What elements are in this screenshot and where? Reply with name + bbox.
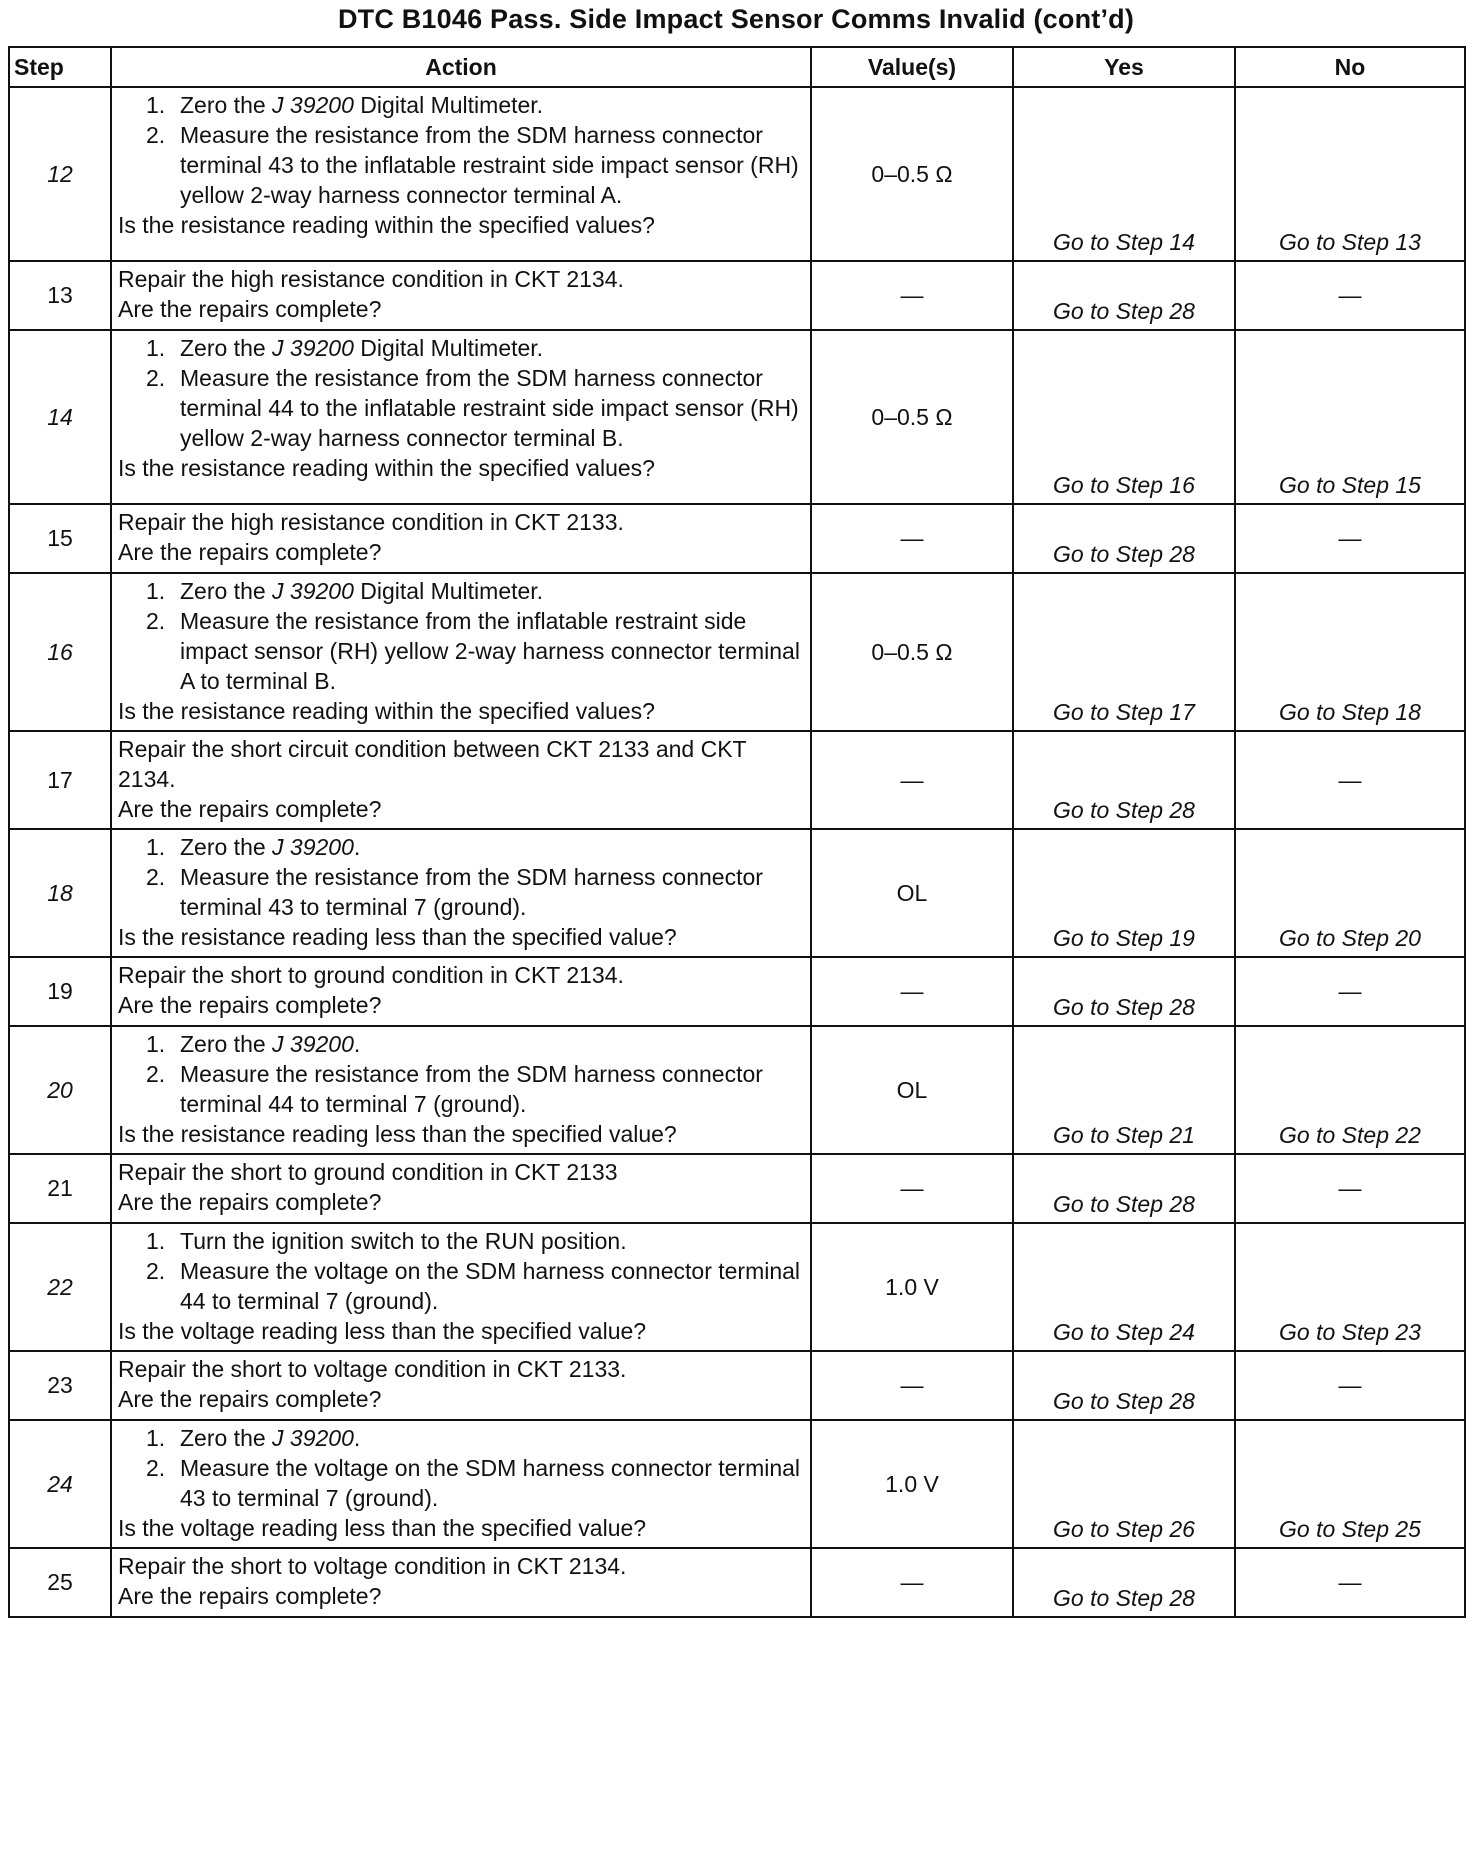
step-number: 19 <box>9 957 111 1026</box>
step-number: 22 <box>9 1223 111 1351</box>
instruction-text: Digital Multimeter. <box>353 92 544 118</box>
no-cell: Go to Step 20 <box>1235 829 1465 957</box>
value-cell: 0–0.5 Ω <box>811 330 1013 504</box>
value-cell: — <box>811 1154 1013 1223</box>
list-text <box>180 333 804 363</box>
action-text: Repair the short to voltage condition in CKT 2133. <box>118 1356 627 1382</box>
yes-cell: Go to Step 28 <box>1013 1548 1235 1617</box>
no-cell: — <box>1235 1154 1465 1223</box>
instruction-text: Zero the <box>180 335 273 361</box>
action-question: Are the repairs complete? <box>118 992 382 1018</box>
list-text <box>180 1423 804 1453</box>
table-row <box>9 1154 1465 1223</box>
action-list-item <box>118 1226 804 1256</box>
step-number: 14 <box>9 330 111 504</box>
table-row <box>9 330 1465 504</box>
list-text: Measure the resistance from the SDM harness connector terminal 43 to the inflatable restraint side impact sensor (RH) yellow 2-way harness connector terminal A. <box>180 122 799 208</box>
no-cell: — <box>1235 1351 1465 1420</box>
action-cell <box>111 87 811 261</box>
yes-cell: Go to Step 26 <box>1013 1420 1235 1548</box>
action-question: Are the repairs complete? <box>118 1583 382 1609</box>
list-number: 1. <box>146 834 166 860</box>
action-list-item <box>118 862 804 922</box>
table-row <box>9 957 1465 1026</box>
instruction-text: Zero the <box>180 834 273 860</box>
value-cell: — <box>811 261 1013 330</box>
action-cell <box>111 261 811 330</box>
action-text: Repair the short to ground condition in CKT 2133 <box>118 1159 618 1185</box>
value-cell: — <box>811 957 1013 1026</box>
step-number: 17 <box>9 731 111 829</box>
action-cell <box>111 1420 811 1548</box>
list-text: Measure the resistance from the inflatable restraint side impact sensor (RH) yellow 2-way harness connector terminal A to terminal B. <box>180 608 800 694</box>
action-question: Is the resistance reading less than the specified value? <box>118 924 677 950</box>
instruction-text: . <box>353 834 361 860</box>
action-cell <box>111 731 811 829</box>
value-cell: OL <box>811 829 1013 957</box>
no-cell: Go to Step 25 <box>1235 1420 1465 1548</box>
action-list-item <box>118 576 804 606</box>
yes-cell: Go to Step 24 <box>1013 1223 1235 1351</box>
action-question: Are the repairs complete? <box>118 539 382 565</box>
action-text: Repair the short circuit condition between CKT 2133 and CKT 2134. <box>118 736 747 792</box>
action-cell <box>111 957 811 1026</box>
yes-cell: Go to Step 28 <box>1013 957 1235 1026</box>
column-header-yes: Yes <box>1013 47 1235 87</box>
action-list-item <box>118 90 804 120</box>
value-cell: OL <box>811 1026 1013 1154</box>
list-text: Turn the ignition switch to the RUN position. <box>180 1228 627 1254</box>
instruction-text: . <box>353 1031 361 1057</box>
list-number: 1. <box>146 1031 166 1057</box>
instruction-text: Zero the <box>180 1031 273 1057</box>
tool-name: J 39200 <box>272 335 354 361</box>
instruction-text: Zero the <box>180 578 273 604</box>
step-number: 13 <box>9 261 111 330</box>
list-text: Measure the resistance from the SDM harness connector terminal 44 to the inflatable restraint side impact sensor (RH) yellow 2-way harness connector terminal B. <box>180 365 799 451</box>
action-question: Are the repairs complete? <box>118 796 382 822</box>
action-cell <box>111 1026 811 1154</box>
action-list-item <box>118 363 804 453</box>
header-row <box>9 47 1465 87</box>
action-question: Is the voltage reading less than the specified value? <box>118 1318 647 1344</box>
action-cell <box>111 1154 811 1223</box>
yes-cell: Go to Step 17 <box>1013 573 1235 731</box>
list-number: 2. <box>146 864 166 890</box>
list-number: 1. <box>146 335 166 361</box>
list-text <box>180 576 804 606</box>
no-cell: — <box>1235 1548 1465 1617</box>
action-text: Repair the short to ground condition in CKT 2134. <box>118 962 624 988</box>
value-cell: — <box>811 1548 1013 1617</box>
action-question: Are the repairs complete? <box>118 1386 382 1412</box>
table-row <box>9 1548 1465 1617</box>
action-question: Is the resistance reading within the specified values? <box>118 455 655 481</box>
list-number: 1. <box>146 578 166 604</box>
action-question: Is the resistance reading less than the specified value? <box>118 1121 677 1147</box>
page-title: DTC B1046 Pass. Side Impact Sensor Comms Invalid (cont’d) <box>337 4 1135 34</box>
step-number: 20 <box>9 1026 111 1154</box>
list-number: 1. <box>146 1425 166 1451</box>
step-number: 24 <box>9 1420 111 1548</box>
no-cell: — <box>1235 731 1465 829</box>
action-list-item <box>118 606 804 696</box>
no-cell: Go to Step 15 <box>1235 330 1465 504</box>
action-list-item <box>118 1423 804 1453</box>
table-row <box>9 1420 1465 1548</box>
list-number: 1. <box>146 1228 166 1254</box>
value-cell: — <box>811 731 1013 829</box>
table-row <box>9 261 1465 330</box>
action-list-item <box>118 333 804 363</box>
list-text: Measure the voltage on the SDM harness connector terminal 43 to terminal 7 (ground). <box>180 1455 801 1511</box>
list-number: 2. <box>146 608 166 634</box>
step-number: 23 <box>9 1351 111 1420</box>
value-cell: 1.0 V <box>811 1420 1013 1548</box>
action-cell <box>111 1223 811 1351</box>
column-header-no: No <box>1235 47 1465 87</box>
yes-cell: Go to Step 28 <box>1013 261 1235 330</box>
instruction-text: Digital Multimeter. <box>353 335 544 361</box>
table-row <box>9 731 1465 829</box>
value-cell: 1.0 V <box>811 1223 1013 1351</box>
value-cell: — <box>811 504 1013 573</box>
step-number: 18 <box>9 829 111 957</box>
table-row <box>9 504 1465 573</box>
step-number: 12 <box>9 87 111 261</box>
list-number: 2. <box>146 122 166 148</box>
yes-cell: Go to Step 28 <box>1013 504 1235 573</box>
table-row <box>9 1351 1465 1420</box>
yes-cell: Go to Step 14 <box>1013 87 1235 261</box>
value-cell: 0–0.5 Ω <box>811 573 1013 731</box>
no-cell: — <box>1235 957 1465 1026</box>
action-list-item <box>118 120 804 210</box>
list-text <box>180 832 804 862</box>
action-text: Repair the short to voltage condition in CKT 2134. <box>118 1553 627 1579</box>
action-cell <box>111 573 811 731</box>
diagnostic-table <box>8 46 1466 1618</box>
no-cell: Go to Step 18 <box>1235 573 1465 731</box>
value-cell: 0–0.5 Ω <box>811 87 1013 261</box>
action-cell <box>111 829 811 957</box>
list-number: 2. <box>146 1061 166 1087</box>
tool-name: J 39200 <box>272 578 354 604</box>
instruction-text: Digital Multimeter. <box>353 578 544 604</box>
step-number: 25 <box>9 1548 111 1617</box>
table-row <box>9 573 1465 731</box>
instruction-text: Zero the <box>180 92 273 118</box>
yes-cell: Go to Step 16 <box>1013 330 1235 504</box>
action-text: Repair the high resistance condition in CKT 2133. <box>118 509 624 535</box>
value-cell: — <box>811 1351 1013 1420</box>
action-list-item <box>118 1453 804 1513</box>
action-cell <box>111 1351 811 1420</box>
action-text: Repair the high resistance condition in CKT 2134. <box>118 266 624 292</box>
table-row <box>9 87 1465 261</box>
instruction-text: Zero the <box>180 1425 273 1451</box>
list-number: 2. <box>146 1258 166 1284</box>
no-cell: Go to Step 22 <box>1235 1026 1465 1154</box>
action-list-item <box>118 1029 804 1059</box>
yes-cell: Go to Step 28 <box>1013 731 1235 829</box>
list-text: Measure the resistance from the SDM harness connector terminal 43 to terminal 7 (ground). <box>180 864 763 920</box>
list-text: Measure the voltage on the SDM harness connector terminal 44 to terminal 7 (ground). <box>180 1258 801 1314</box>
action-question: Is the voltage reading less than the specified value? <box>118 1515 647 1541</box>
list-number: 2. <box>146 1455 166 1481</box>
table-row <box>9 829 1465 957</box>
column-header-action: Action <box>111 47 811 87</box>
yes-cell: Go to Step 28 <box>1013 1351 1235 1420</box>
column-header-step: Step <box>9 47 111 87</box>
action-list-item <box>118 1059 804 1119</box>
table-row <box>9 1026 1465 1154</box>
no-cell: — <box>1235 261 1465 330</box>
tool-name: J 39200 <box>272 834 354 860</box>
yes-cell: Go to Step 21 <box>1013 1026 1235 1154</box>
instruction-text: . <box>353 1425 361 1451</box>
action-question: Is the resistance reading within the specified values? <box>118 698 655 724</box>
action-question: Are the repairs complete? <box>118 296 382 322</box>
tool-name: J 39200 <box>272 1031 354 1057</box>
tool-name: J 39200 <box>272 92 354 118</box>
no-cell: Go to Step 13 <box>1235 87 1465 261</box>
action-list-item <box>118 832 804 862</box>
step-number: 15 <box>9 504 111 573</box>
action-cell <box>111 330 811 504</box>
action-question: Is the resistance reading within the specified values? <box>118 212 655 238</box>
column-header-values: Value(s) <box>811 47 1013 87</box>
list-number: 1. <box>146 92 166 118</box>
action-cell <box>111 1548 811 1617</box>
action-cell <box>111 504 811 573</box>
list-text <box>180 90 804 120</box>
table-row <box>9 1223 1465 1351</box>
list-text: Measure the resistance from the SDM harness connector terminal 44 to terminal 7 (ground). <box>180 1061 763 1117</box>
step-number: 16 <box>9 573 111 731</box>
yes-cell: Go to Step 19 <box>1013 829 1235 957</box>
list-text <box>180 1029 804 1059</box>
list-number: 2. <box>146 365 166 391</box>
action-question: Are the repairs complete? <box>118 1189 382 1215</box>
no-cell: — <box>1235 504 1465 573</box>
step-number: 21 <box>9 1154 111 1223</box>
tool-name: J 39200 <box>272 1425 354 1451</box>
action-list-item <box>118 1256 804 1316</box>
yes-cell: Go to Step 28 <box>1013 1154 1235 1223</box>
no-cell: Go to Step 23 <box>1235 1223 1465 1351</box>
